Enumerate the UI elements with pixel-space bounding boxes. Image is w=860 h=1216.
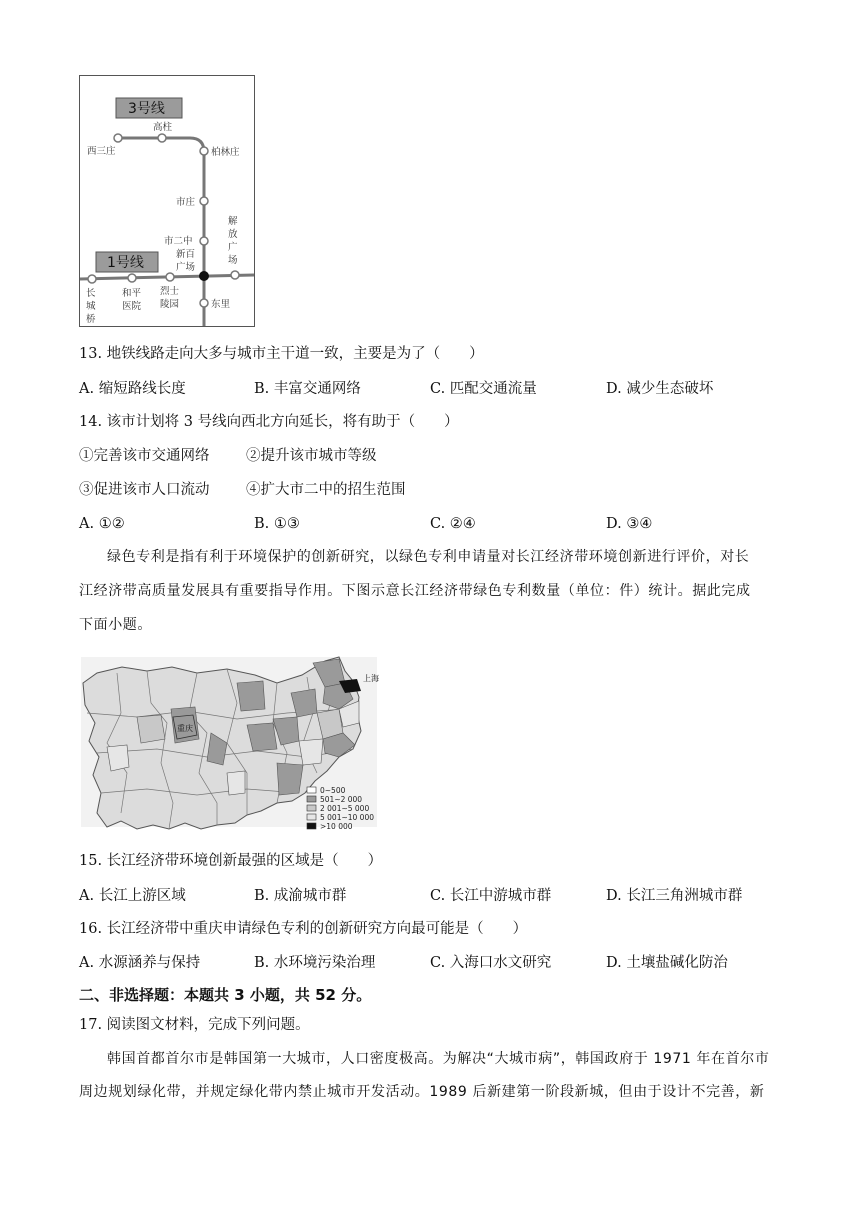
- station-shierzhong: [200, 237, 208, 245]
- label-jiefang-4: 场: [228, 255, 238, 266]
- q14-option-d: D. ③④: [606, 516, 653, 532]
- legend-swatch-4: [307, 823, 316, 829]
- q16-option-c: C. 入海口水文研究: [430, 955, 552, 971]
- legend-label-2: 2 001~5 000: [320, 804, 370, 813]
- station-xisanzhuang: [114, 134, 122, 142]
- station-bolinzhuang: [200, 147, 208, 155]
- line1-label: 1号线: [107, 255, 144, 271]
- q16-option-b: B. 水环境污染治理: [254, 955, 376, 971]
- q13-option-c: C. 匹配交通流量: [430, 381, 537, 397]
- station-changchengqiao: [88, 275, 96, 283]
- q16-option-a: A. 水源涵养与保持: [79, 955, 201, 971]
- q13-option-a: A. 缩短路线长度: [79, 381, 186, 397]
- label-xinbai-1: 新百: [176, 249, 196, 260]
- q14-option-c: C. ②④: [430, 516, 476, 532]
- chongqing-label: 重庆: [177, 724, 193, 733]
- label-shierzhong: 市二中: [164, 236, 193, 247]
- q14-item-3: ③促进该市人口流动: [79, 482, 210, 498]
- legend-label-0: 0~500: [320, 786, 346, 795]
- section2-heading: 二、非选择题：本题共 3 小题，共 52 分。: [79, 986, 372, 1004]
- label-shizhuang: 市庄: [176, 197, 196, 208]
- q14-item-1: ①完善该市交通网络: [79, 448, 210, 464]
- label-xinbai-2: 广场: [176, 262, 196, 273]
- label-changchengqiao-1: 长: [86, 288, 96, 299]
- line3-label: 3号线: [128, 101, 165, 117]
- q17-line-1: 韩国首都首尔市是韩国第一大城市，人口密度极高。为解决“大城市病”，韩国政府于 1971 年在首尔市: [107, 1051, 770, 1067]
- shanghai-label: 上海: [363, 674, 379, 683]
- label-jiefang-3: 广: [228, 242, 238, 253]
- q14-option-a: A. ①②: [79, 516, 125, 532]
- label-gaozhu: 高柱: [153, 122, 173, 133]
- q13-option-b: B. 丰富交通网络: [254, 381, 361, 397]
- station-gaozhu: [158, 134, 166, 142]
- station-dongli: [200, 299, 208, 307]
- label-changchengqiao-2: 城: [86, 301, 96, 312]
- station-xinbai-guangchang: [200, 272, 209, 281]
- q16-option-d: D. 土壤盐碱化防治: [606, 955, 728, 971]
- q13-stem: 13. 地铁线路走向大多与城市主干道一致，主要是为了（ ）: [79, 346, 484, 362]
- intro-line-1: 绿色专利是指有利于环境保护的创新研究，以绿色专利申请量对长江经济带环境创新进行评价，对长: [107, 549, 750, 565]
- q14-item-2: ②提升该市城市等级: [246, 448, 377, 464]
- intro-line-2: 江经济带高质量发展具有重要指导作用。下图示意长江经济带绿色专利数量（单位：件）统计。据此完成: [79, 583, 751, 599]
- q15-option-d: D. 长江三角洲城市群: [606, 888, 743, 904]
- label-xisanzhuang: 西三庄: [87, 146, 116, 157]
- label-bolinzhuang: 柏林庄: [211, 147, 240, 158]
- q16-stem: 16. 长江经济带中重庆申请绿色专利的创新研究方向最可能是（ ）: [79, 921, 528, 937]
- label-heping-1: 和平: [122, 288, 142, 299]
- patent-map: [77, 653, 383, 833]
- label-changchengqiao-3: 桥: [86, 314, 96, 325]
- legend-swatch-1: [307, 796, 316, 802]
- q15-option-b: B. 成渝城市群: [254, 888, 347, 904]
- legend-label-4: >10 000: [320, 822, 353, 831]
- label-lieshi-1: 烈士: [160, 286, 180, 297]
- label-jiefang-2: 放: [228, 229, 238, 240]
- station-heping-yiyuan: [128, 274, 136, 282]
- q15-option-c: C. 长江中游城市群: [430, 888, 552, 904]
- q13-option-d: D. 减少生态破坏: [606, 381, 714, 397]
- label-heping-2: 医院: [122, 301, 142, 312]
- q14-option-b: B. ①③: [254, 516, 300, 532]
- label-lieshi-2: 陵园: [160, 299, 180, 310]
- intro-line-3: 下面小题。: [79, 617, 152, 633]
- q14-stem: 14. 该市计划将 3 号线向西北方向延长，将有助于（ ）: [79, 414, 459, 430]
- q15-option-a: A. 长江上游区域: [79, 888, 186, 904]
- label-dongli: 东里: [211, 299, 231, 310]
- q14-item-4: ④扩大市二中的招生范围: [246, 482, 406, 498]
- q15-stem: 15. 长江经济带环境创新最强的区域是（ ）: [79, 853, 383, 869]
- q17-stem: 17. 阅读图文材料，完成下列问题。: [79, 1017, 310, 1033]
- station-shizhuang: [200, 197, 208, 205]
- legend-swatch-0: [307, 787, 316, 793]
- station-lieshi-lingyuan: [166, 273, 174, 281]
- legend-swatch-3: [307, 814, 316, 820]
- legend-label-1: 501~2 000: [320, 795, 363, 804]
- metro-map: [79, 75, 255, 327]
- station-jiefang-guangchang: [231, 271, 239, 279]
- legend-swatch-2: [307, 805, 316, 811]
- q17-line-2: 周边规划绿化带，并规定绿化带内禁止城市开发活动。1989 后新建第一阶段新城，但由于设计不完善，新: [79, 1084, 765, 1100]
- label-jiefang-1: 解: [228, 216, 238, 227]
- legend-label-3: 5 001~10 000: [320, 813, 374, 822]
